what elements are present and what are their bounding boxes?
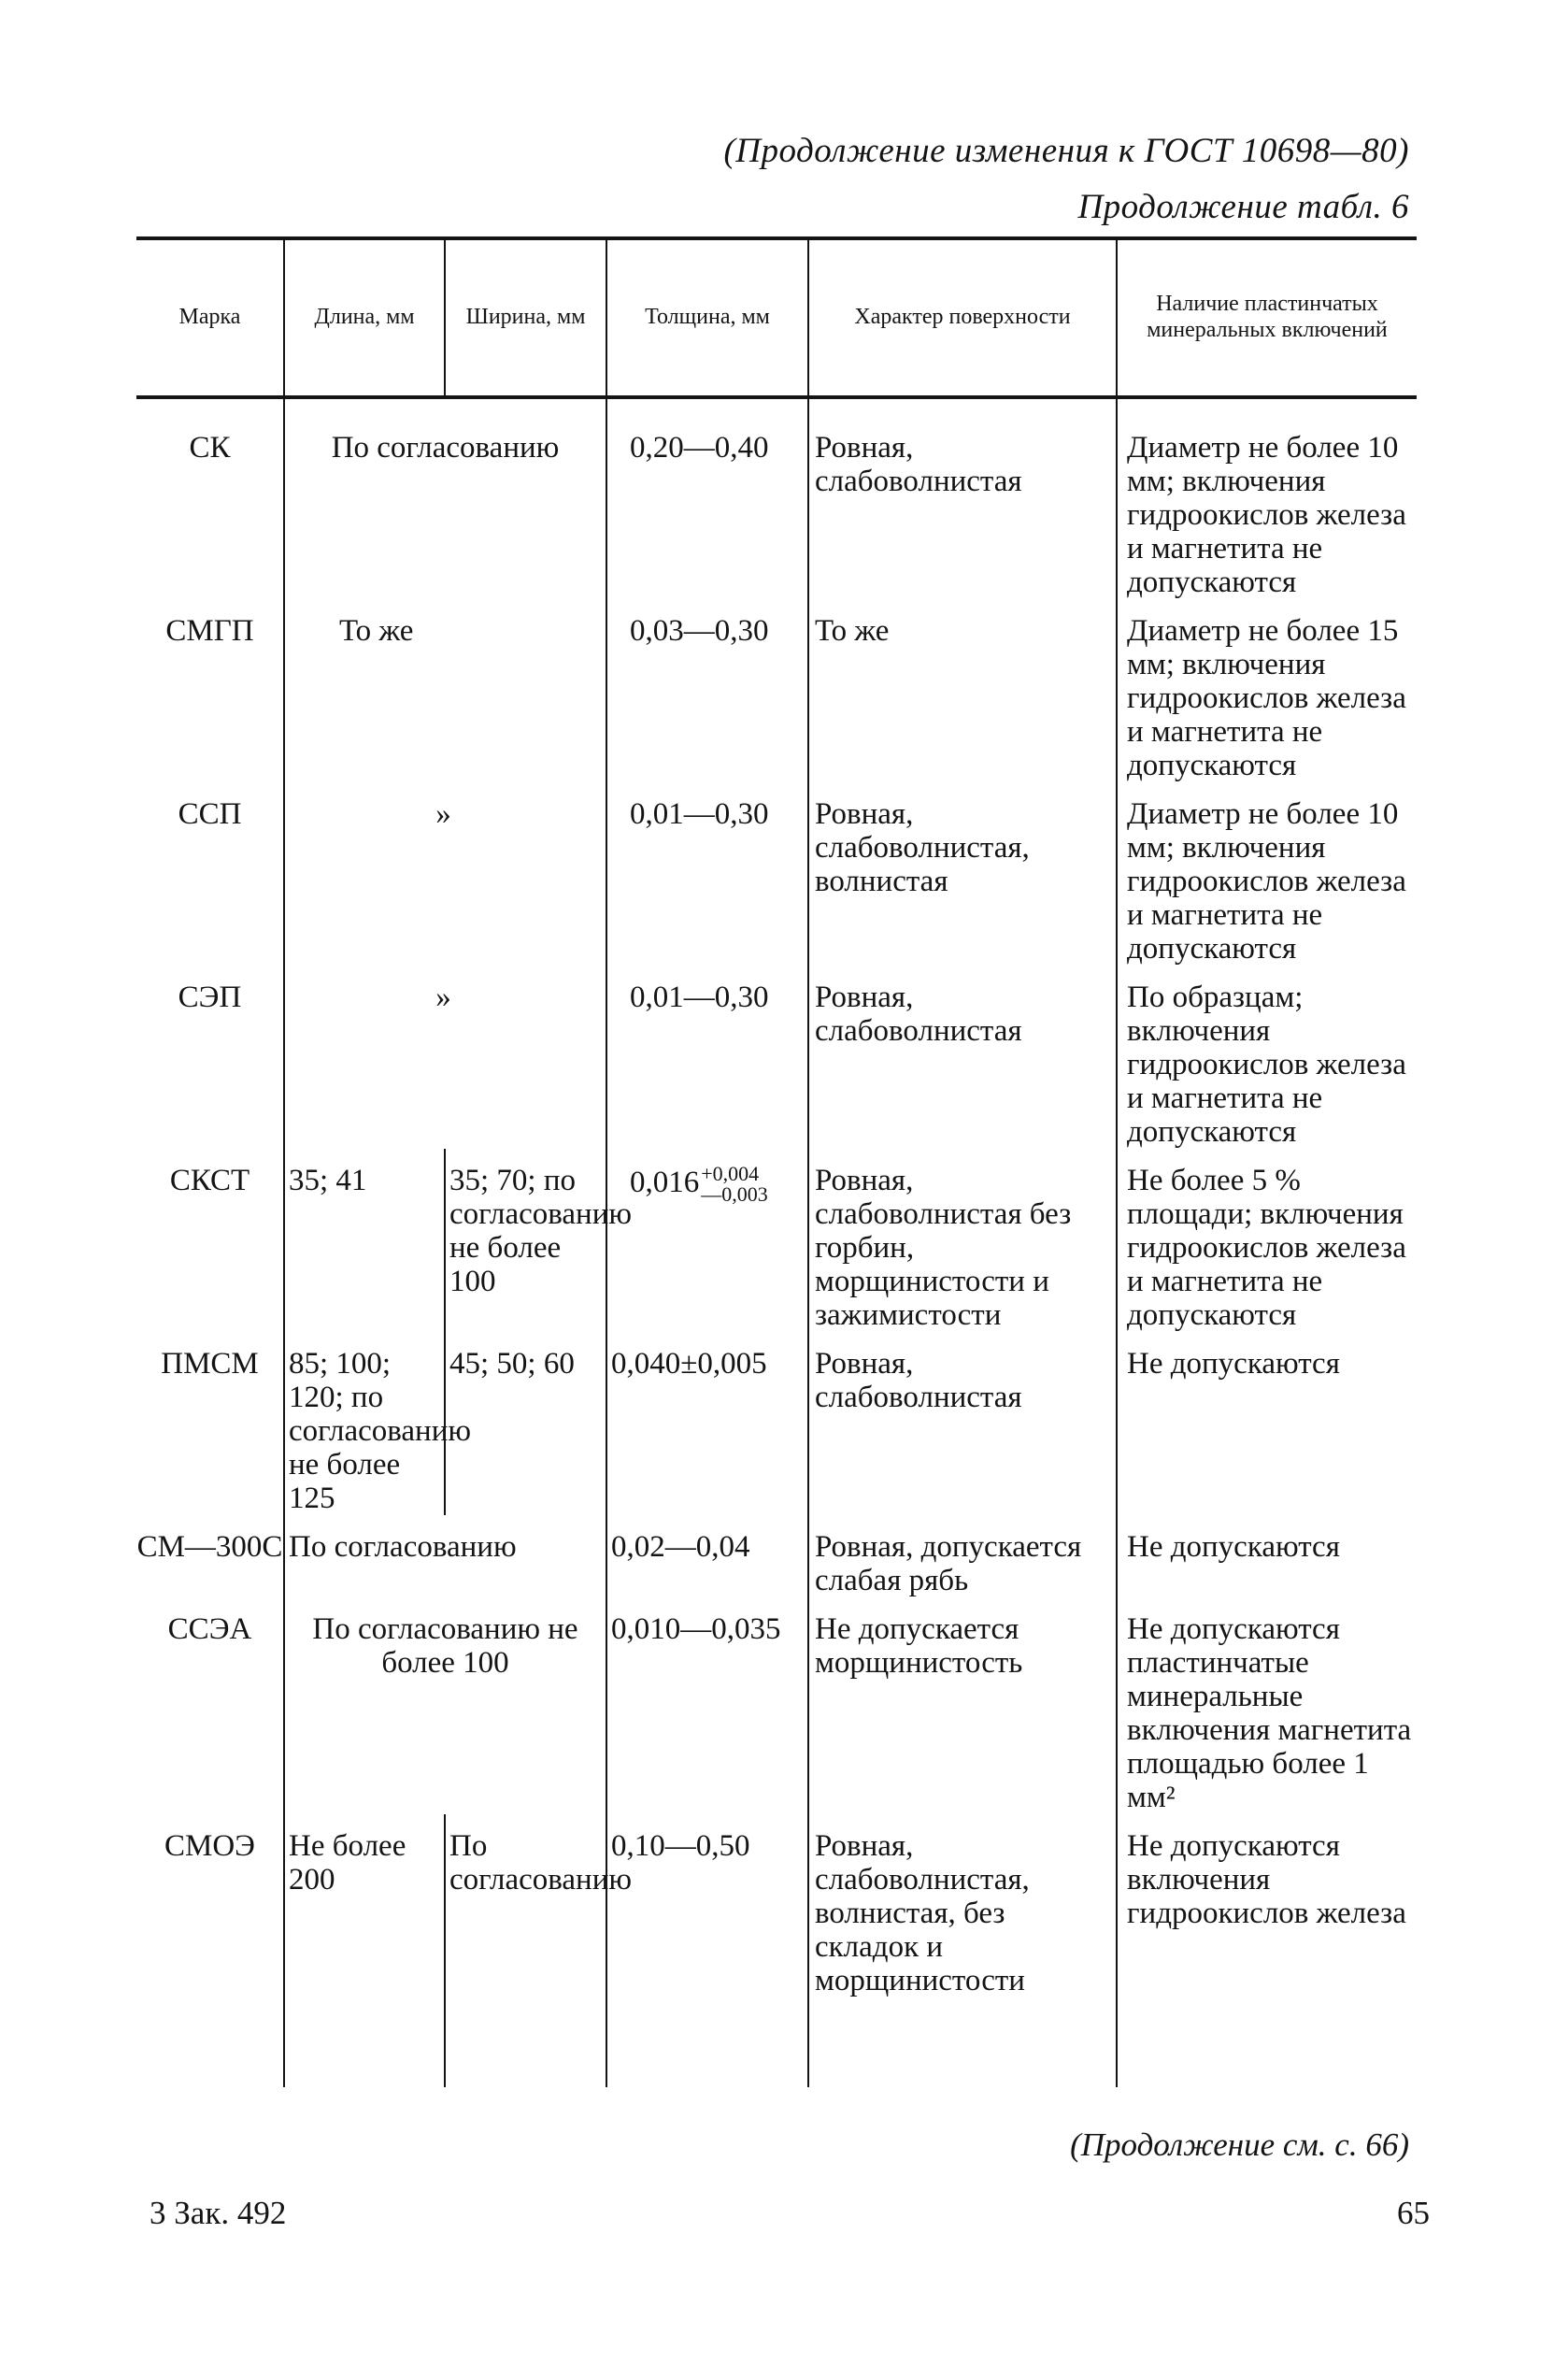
thickness-cell: 0,010—0,035 [606,1597,808,1814]
width-cell: 35; 70; по согласованию не более 100 [445,1149,606,1332]
table-row [136,966,1417,1149]
table-row [136,1332,1417,1515]
column-header-length: Длина, мм [284,238,445,397]
tolerance-minus: —0,003 [701,1182,768,1206]
thickness-cell: 0,10—0,50 [606,1814,808,2087]
mark-cell: ПМСМ [161,1347,259,1381]
surface-cell: Ровная, слабоволнистая [808,966,1117,1149]
inclusions-cell: Диаметр не более 10 мм; включения гидроокислов железа и магнетита не допускаются [1117,397,1417,599]
table-row [136,1597,1417,1814]
mark-cell: СМ—300С [136,1530,283,1564]
page-number: 65 [1397,2195,1430,2231]
dimensions-cell: По согласованию не более 100 [284,1597,606,1814]
length-cell: 85; 100; 120; по согласованию не более 125 [284,1332,445,1515]
table-row [136,1149,1417,1332]
mark-cell: СМГП [165,614,254,648]
table-row [136,599,1417,782]
thickness-cell [606,1149,808,1332]
surface-cell: Не допускается морщинистость [808,1597,1117,1814]
tolerance-bounds [701,1164,768,1205]
length-cell: Не более 200 [284,1814,445,2087]
mark-cell: СМОЭ [164,1829,255,1863]
surface-cell: Ровная, слабоволнистая без горбин, морщинистости и зажимистости [808,1149,1117,1332]
order-number: 3 Зак. 492 [150,2195,287,2231]
mark-cell: СЭП [178,981,242,1014]
length-cell: 35; 41 [284,1149,445,1332]
column-header-surface: Характер поверхности [808,238,1117,397]
column-header-width: Ширина, мм [445,238,606,397]
surface-cell: То же [808,599,1117,782]
specification-table [136,236,1417,2087]
surface-cell: Ровная, слабоволнистая [808,397,1117,599]
table-row [136,782,1417,966]
mark-cell: СКСТ [169,1164,250,1197]
width-cell: По согласованию [445,1814,606,2087]
table-row [136,1515,1417,1597]
dimensions-cell: » [284,782,606,966]
width-cell: 45; 50; 60 [445,1332,606,1515]
thickness-base: 0,016 [630,1165,700,1199]
surface-cell: Ровная, слабоволнистая [808,1332,1117,1515]
surface-cell: Ровная, слабоволнистая, волнистая, без складок и морщинистости [808,1814,1117,2087]
tolerance-plus: +0,004 [701,1162,760,1185]
thickness-cell: 0,02—0,04 [606,1515,808,1597]
continuation-note: (Продолжение см. с. 66) [1070,2126,1409,2163]
thickness-tolerance [630,1162,768,1206]
inclusions-cell: По образцам; включения гидроокислов железа и магнетита не допускаются [1117,966,1417,1149]
table-header-row [136,238,1417,397]
inclusions-cell: Диаметр не более 15 мм; включения гидроокислов железа и магнетита не допускаются [1117,599,1417,782]
inclusions-cell: Диаметр не более 10 мм; включения гидроокислов железа и магнетита не допускаются [1117,782,1417,966]
surface-cell: Ровная, слабоволнистая, волнистая [808,782,1117,966]
surface-cell: Ровная, допускается слабая рябь [808,1515,1117,1597]
dimensions-cell: То же [284,599,606,782]
table-row [136,397,1417,599]
inclusions-cell: Не допускаются включения гидроокислов железа [1117,1814,1417,2087]
table-row [136,1814,1417,2087]
mark-cell: СК [189,431,231,465]
thickness-cell: 0,01—0,30 [606,782,808,966]
dimensions-cell: По согласованию [284,1515,606,1597]
mark-cell: ССЭА [167,1612,252,1646]
mark-cell: ССП [178,797,242,831]
table-continuation-label: Продолжение табл. 6 [1077,188,1409,226]
column-header-thickness: Толщина, мм [606,238,808,397]
column-header-inclusions: Наличие пластинчатых минеральных включений [1117,238,1417,397]
thickness-cell: 0,040±0,005 [606,1332,808,1515]
dimensions-cell: По согласованию [284,397,606,599]
thickness-cell: 0,20—0,40 [606,397,808,599]
inclusions-cell: Не допускаются [1117,1332,1417,1515]
thickness-cell: 0,03—0,30 [606,599,808,782]
dimensions-cell: » [284,966,606,1149]
inclusions-cell: Не более 5 % площади; включения гидроокислов железа и магнетита не допускаются [1117,1149,1417,1332]
thickness-cell: 0,01—0,30 [606,966,808,1149]
inclusions-cell: Не допускаются [1117,1515,1417,1597]
document-header: (Продолжение изменения к ГОСТ 10698—80) [723,132,1409,170]
column-header-mark: Марка [136,238,284,397]
inclusions-cell: Не допускаются пластинчатые минеральные включения магнетита площадью более 1 мм² [1117,1597,1417,1814]
